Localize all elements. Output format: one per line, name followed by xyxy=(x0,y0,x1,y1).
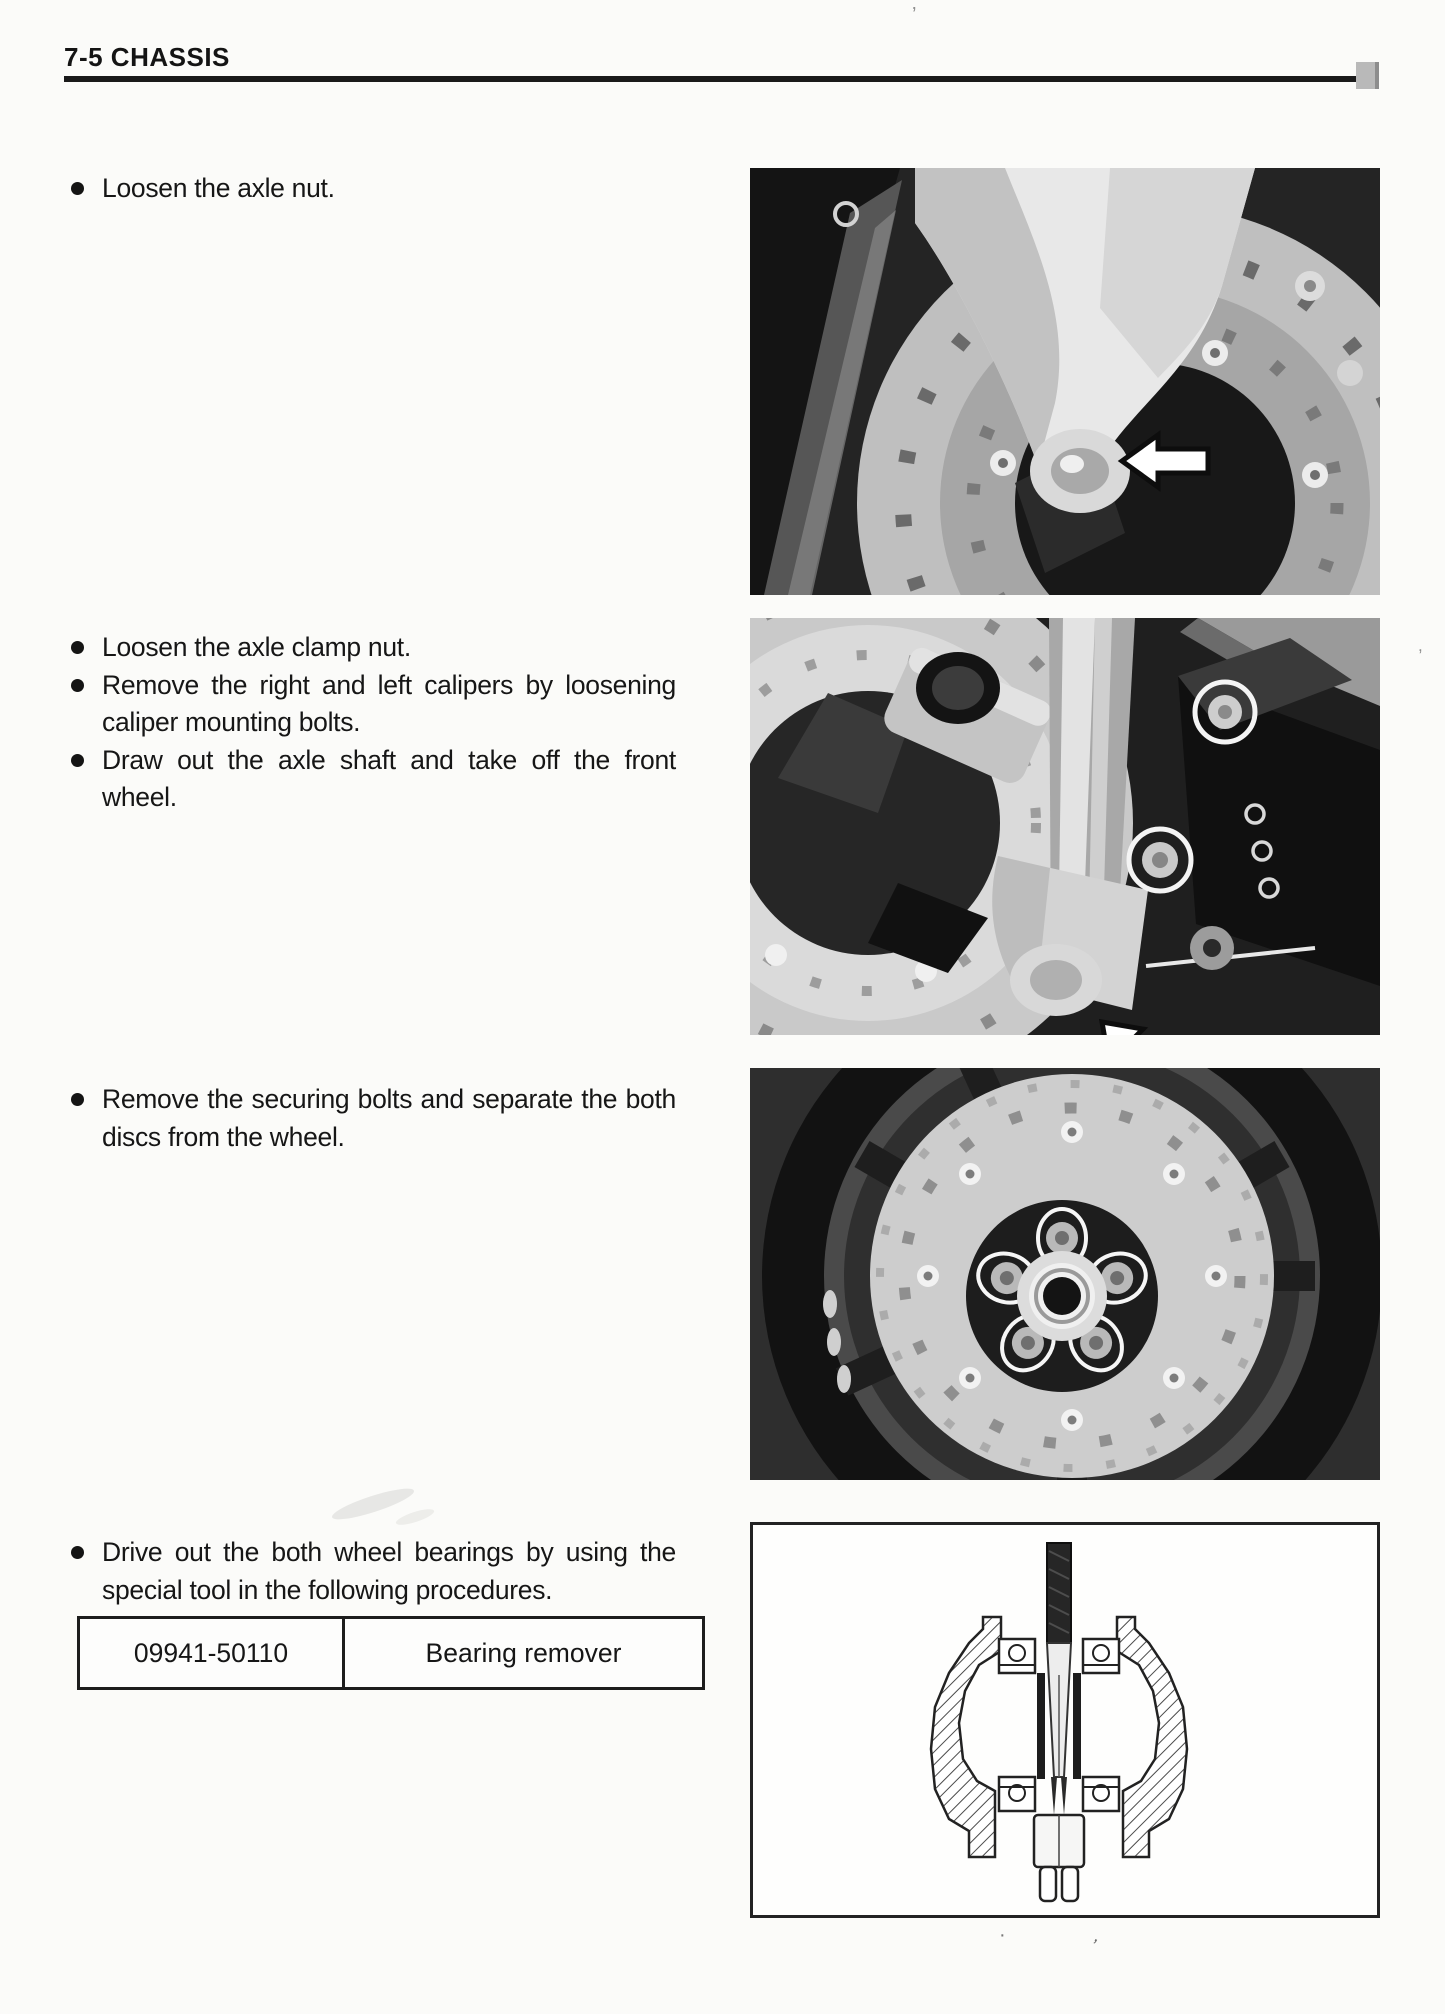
list-item xyxy=(102,742,676,817)
drawing-bearing-remover xyxy=(750,1522,1380,1918)
spacer-wall xyxy=(1037,1673,1045,1779)
photo-fork-calipers-art xyxy=(750,618,1380,1035)
special-tool-table xyxy=(77,1616,705,1690)
step-text: Drive out the both wheel bearings by using the xyxy=(102,1537,676,1567)
tool-part-number: 09941-50110 xyxy=(80,1619,345,1687)
scan-noise: , xyxy=(1418,636,1423,655)
list-item xyxy=(102,1534,676,1609)
step-text: caliper mounting bolts. xyxy=(102,707,361,737)
spacer-wall xyxy=(1073,1673,1081,1779)
bullet-marker xyxy=(71,754,84,767)
bullet-marker xyxy=(71,679,84,692)
bullet-marker xyxy=(71,641,84,654)
list-item xyxy=(102,170,676,208)
list-item xyxy=(102,1081,676,1156)
axle-bore xyxy=(1043,1277,1081,1315)
photo-front-axle-nut-art xyxy=(750,168,1380,595)
scan-smudge xyxy=(394,1506,435,1528)
step-text: wheel. xyxy=(102,782,177,812)
scan-noise: · xyxy=(999,1924,1006,1946)
step-drive-out-bearings xyxy=(102,1534,676,1609)
photo-securing-bolts-art xyxy=(750,1068,1380,1480)
bearing-remover-art xyxy=(753,1525,1377,1915)
bullet-marker xyxy=(71,1546,84,1559)
list-item xyxy=(102,667,676,742)
tool-name: Bearing remover xyxy=(425,1637,622,1668)
step-text: Remove the securing bolts and separate the both xyxy=(102,1084,676,1114)
step-text: special tool in the following procedures. xyxy=(102,1574,553,1605)
step-text: Loosen the axle nut. xyxy=(102,173,335,203)
scan-noise: ʼ xyxy=(1085,1936,1100,1958)
step-group-axle-clamp xyxy=(102,629,676,817)
step-text: Remove the right and left calipers by loosening xyxy=(102,669,676,700)
header-rule xyxy=(64,76,1363,82)
step-text: discs from the wheel. xyxy=(102,1121,345,1152)
photo-front-axle-nut xyxy=(750,168,1380,595)
step-text: Loosen the axle clamp nut. xyxy=(102,632,411,662)
bullet-marker xyxy=(71,182,84,195)
scan-noise: ’ xyxy=(912,4,917,26)
step-loosen-axle-nut xyxy=(102,170,676,208)
list-item xyxy=(102,629,676,667)
step-remove-securing-bolts xyxy=(102,1081,676,1156)
header-edge-tab xyxy=(1356,62,1379,89)
bullet-marker xyxy=(71,1093,84,1106)
photo-disc-securing-bolts xyxy=(750,1068,1380,1480)
photo-fork-and-calipers xyxy=(750,618,1380,1035)
hub-securing-bolts xyxy=(966,1200,1158,1392)
step-text: Draw out the axle shaft and take off the front xyxy=(102,744,676,775)
page-title: 7-5 CHASSIS xyxy=(64,42,230,72)
